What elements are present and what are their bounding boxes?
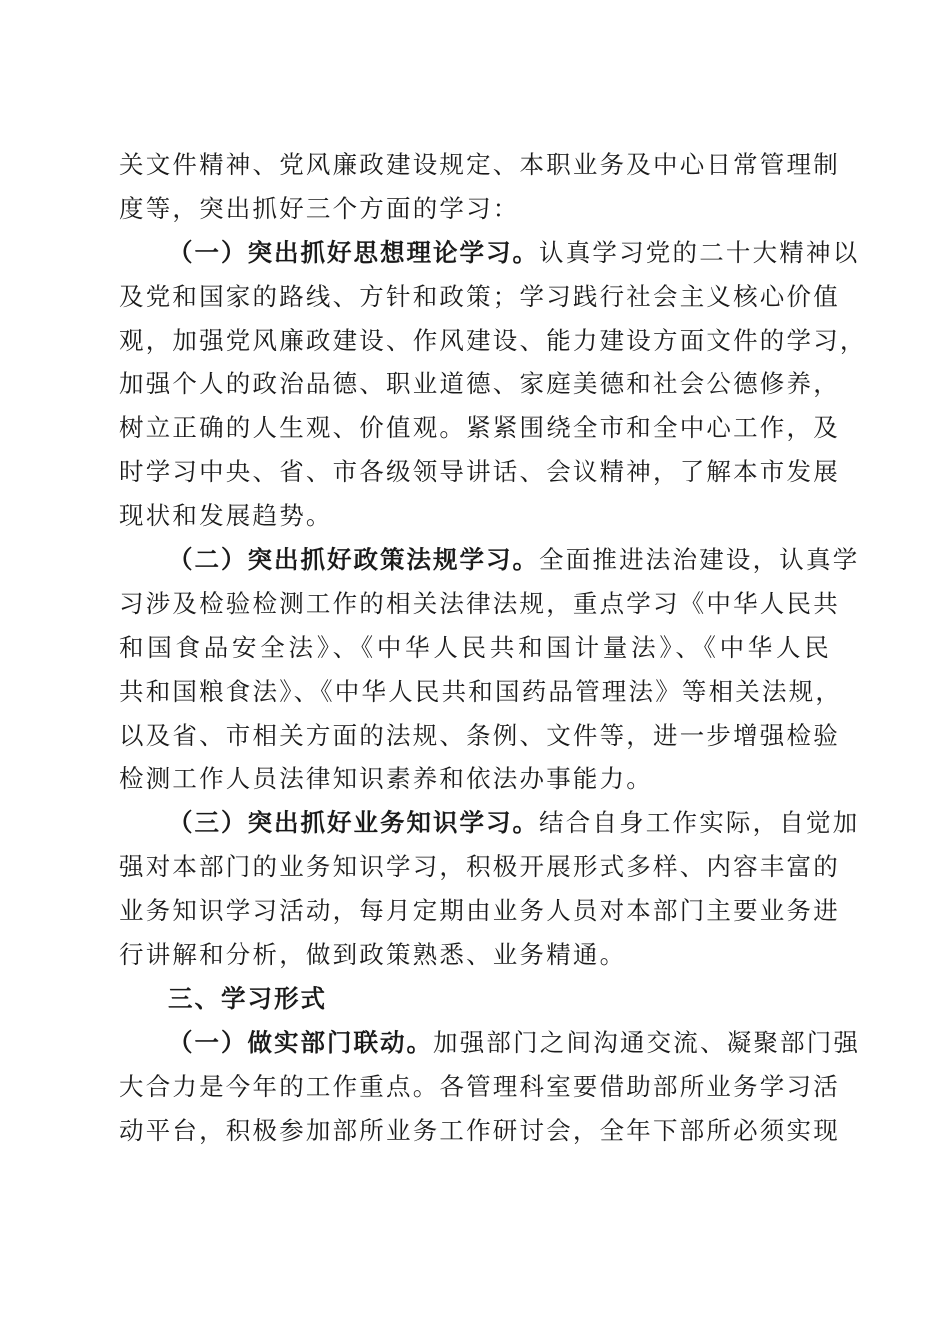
item-lead: （一）做实部门联动。 <box>168 1027 433 1057</box>
paragraph-line: 加强个人的政治品德、职业道德、家庭美德和社会公德修养， <box>119 369 840 399</box>
intro-paragraph <box>119 143 840 231</box>
paragraph-line: 习涉及检验检测工作的相关法律法规，重点学习《中华人民共 <box>119 588 840 618</box>
paragraph-line: 行讲解和分析，做到政策熟悉、业务精通。 <box>119 940 627 970</box>
paragraph-line: 时学习中央、省、市各级领导讲话、会议精神，了解本市发展 <box>119 457 840 487</box>
paragraph-line: 度等，突出抓好三个方面的学习： <box>119 193 520 223</box>
paragraph-line: 动平台，积极参加部所业务工作研讨会，全年下部所必须实现 <box>119 1115 840 1145</box>
paragraph-line: 树立正确的人生观、价值观。紧紧围绕全市和全中心工作，及 <box>119 413 840 443</box>
paragraph-first-line <box>119 1021 861 1065</box>
document-body <box>119 143 867 1152</box>
paragraph-first-line <box>119 538 860 582</box>
item-first-text: 结合自身工作实际，自觉加 <box>539 808 860 838</box>
item-policy-study <box>119 538 860 801</box>
paragraph-line: 业务知识学习活动，每月定期由业务人员对本部门主要业务进 <box>119 896 840 926</box>
paragraph-line: 及党和国家的路线、方针和政策；学习践行社会主义核心价值 <box>119 281 840 311</box>
paragraph-first-line <box>119 801 860 845</box>
item-business-study <box>119 801 860 977</box>
paragraph-first-line <box>119 231 860 275</box>
item-lead: （一）突出抓好思想理论学习。 <box>168 237 539 267</box>
paragraph-line: 观，加强党风廉政建设、作风建设、能力建设方面文件的学习， <box>119 325 867 355</box>
paragraph-line: 现状和发展趋势。 <box>119 501 333 531</box>
paragraph-line: 关文件精神、党风廉政建设规定、本职业务及中心日常管理制 <box>119 150 840 179</box>
item-department-linkage <box>119 1021 861 1153</box>
item-lead: （二）突出抓好政策法规学习。 <box>168 545 539 575</box>
item-lead: （三）突出抓好业务知识学习。 <box>168 808 539 838</box>
item-theory-study <box>119 231 867 538</box>
paragraph-line: 检测工作人员法律知识素养和依法办事能力。 <box>119 764 653 794</box>
section-heading: 三、学习形式 <box>168 983 327 1013</box>
paragraph-line: 共和国粮食法》、《中华人民共和国药品管理法》等相关法规， <box>119 676 843 706</box>
paragraph-line: 强对本部门的业务知识学习，积极开展形式多样、内容丰富的 <box>119 852 840 882</box>
paragraph-line: 以及省、市相关方面的法规、条例、文件等，进一步增强检验 <box>119 720 840 750</box>
item-first-text: 加强部门之间沟通交流、凝聚部门强 <box>433 1027 861 1057</box>
item-first-text: 全面推进法治建设，认真学 <box>539 545 860 575</box>
item-first-text: 认真学习党的二十大精神以 <box>539 237 860 267</box>
paragraph-line: 大合力是今年的工作重点。各管理科室要借助部所业务学习活 <box>119 1071 840 1101</box>
paragraph-line: 和国食品安全法》、《中华人民共和国计量法》、《中华人民 <box>119 632 831 662</box>
